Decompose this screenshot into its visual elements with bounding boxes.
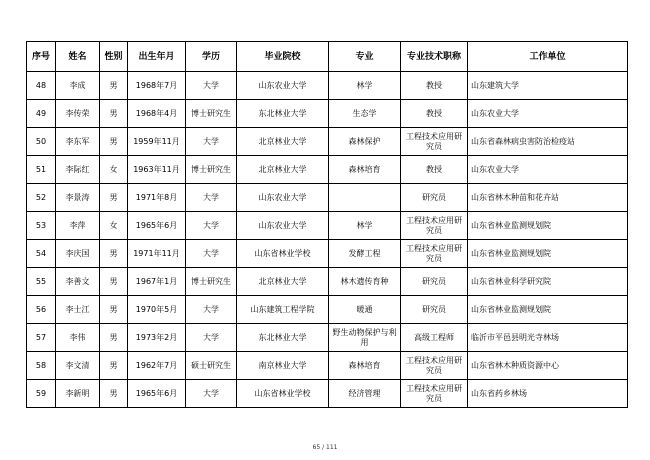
- cell-unit: 山东省林业监测规划院: [468, 212, 628, 240]
- cell-name: 李际红: [56, 156, 100, 184]
- table-row: [27, 240, 628, 268]
- cell-birth: 1963年11月: [128, 156, 186, 184]
- cell-major: 森林保护: [329, 128, 401, 156]
- cell-school: 北京林业大学: [237, 128, 329, 156]
- header-title: 专业技术职称: [401, 42, 468, 72]
- cell-title: 研究员: [401, 268, 468, 296]
- cell-education: 大学: [186, 128, 237, 156]
- cell-unit: 山东省林木种苗和花卉站: [468, 184, 628, 212]
- cell-unit: 山东建筑大学: [468, 72, 628, 100]
- table-row: [27, 324, 628, 352]
- cell-title: 工程技术应用研究员: [401, 240, 468, 268]
- cell-birth: 1971年8月: [128, 184, 186, 212]
- cell-gender: 男: [100, 268, 128, 296]
- header-name: 姓名: [56, 42, 100, 72]
- cell-name: 李士江: [56, 296, 100, 324]
- table-row: [27, 380, 628, 408]
- cell-education: 博士研究生: [186, 100, 237, 128]
- cell-name: 李东军: [56, 128, 100, 156]
- table-row: [27, 184, 628, 212]
- cell-unit: 临沂市平邑县明光寺林场: [468, 324, 628, 352]
- header-education: 学历: [186, 42, 237, 72]
- cell-title: 研究员: [401, 184, 468, 212]
- cell-school: 山东农业大学: [237, 212, 329, 240]
- cell-gender: 男: [100, 128, 128, 156]
- cell-gender: 男: [100, 240, 128, 268]
- cell-index: 51: [27, 156, 56, 184]
- cell-gender: 男: [100, 296, 128, 324]
- cell-title: 高级工程师: [401, 324, 468, 352]
- cell-birth: 1965年6月: [128, 212, 186, 240]
- cell-school: 山东省林业学校: [237, 240, 329, 268]
- table-row: [27, 156, 628, 184]
- table-row: [27, 212, 628, 240]
- table-row: [27, 72, 628, 100]
- cell-birth: 1971年11月: [128, 240, 186, 268]
- cell-index: 49: [27, 100, 56, 128]
- cell-index: 56: [27, 296, 56, 324]
- cell-index: 55: [27, 268, 56, 296]
- cell-major: 林木遗传育种: [329, 268, 401, 296]
- cell-major: 森林培育: [329, 156, 401, 184]
- cell-major: 发酵工程: [329, 240, 401, 268]
- cell-major: 林学: [329, 212, 401, 240]
- cell-education: 大学: [186, 212, 237, 240]
- cell-major: 野生动物保护与利用: [329, 324, 401, 352]
- cell-index: 59: [27, 380, 56, 408]
- table-header-row: [27, 42, 628, 72]
- cell-education: 大学: [186, 324, 237, 352]
- cell-education: 博士研究生: [186, 268, 237, 296]
- cell-unit: 山东农业大学: [468, 156, 628, 184]
- cell-education: 大学: [186, 296, 237, 324]
- cell-title: 工程技术应用研究员: [401, 128, 468, 156]
- cell-gender: 男: [100, 184, 128, 212]
- cell-name: 李新明: [56, 380, 100, 408]
- cell-gender: 女: [100, 212, 128, 240]
- cell-birth: 1968年4月: [128, 100, 186, 128]
- cell-name: 李传荣: [56, 100, 100, 128]
- cell-school: 北京林业大学: [237, 268, 329, 296]
- table-row: [27, 268, 628, 296]
- header-major: 专业: [329, 42, 401, 72]
- cell-school: 山东农业大学: [237, 184, 329, 212]
- cell-unit: 山东省林木种质资源中心: [468, 352, 628, 380]
- cell-gender: 女: [100, 156, 128, 184]
- cell-index: 52: [27, 184, 56, 212]
- cell-gender: 男: [100, 352, 128, 380]
- header-unit: 工作单位: [468, 42, 628, 72]
- cell-name: 李善文: [56, 268, 100, 296]
- cell-school: 山东省林业学校: [237, 380, 329, 408]
- cell-name: 李景涛: [56, 184, 100, 212]
- cell-index: 53: [27, 212, 56, 240]
- cell-name: 李庆国: [56, 240, 100, 268]
- cell-education: 博士研究生: [186, 156, 237, 184]
- cell-school: 山东农业大学: [237, 72, 329, 100]
- cell-major: 暖通: [329, 296, 401, 324]
- page-number: 65 / 111: [312, 444, 338, 451]
- cell-name: 李萍: [56, 212, 100, 240]
- cell-school: 山东建筑工程学院: [237, 296, 329, 324]
- cell-birth: 1973年2月: [128, 324, 186, 352]
- header-school: 毕业院校: [237, 42, 329, 72]
- cell-education: 大学: [186, 240, 237, 268]
- cell-birth: 1962年7月: [128, 352, 186, 380]
- cell-major: 生态学: [329, 100, 401, 128]
- cell-gender: 男: [100, 72, 128, 100]
- cell-birth: 1968年7月: [128, 72, 186, 100]
- cell-school: 东北林业大学: [237, 100, 329, 128]
- header-gender: 性别: [100, 42, 128, 72]
- header-birth: 出生年月: [128, 42, 186, 72]
- cell-school: 南京林业大学: [237, 352, 329, 380]
- cell-major: 林学: [329, 72, 401, 100]
- cell-unit: 山东省林业监测规划院: [468, 296, 628, 324]
- cell-title: 研究员: [401, 296, 468, 324]
- cell-title: 教授: [401, 72, 468, 100]
- cell-school: 北京林业大学: [237, 156, 329, 184]
- cell-unit: 山东省药乡林场: [468, 380, 628, 408]
- cell-index: 50: [27, 128, 56, 156]
- cell-index: 48: [27, 72, 56, 100]
- cell-index: 58: [27, 352, 56, 380]
- cell-title: 教授: [401, 100, 468, 128]
- cell-education: 硕士研究生: [186, 352, 237, 380]
- cell-birth: 1965年6月: [128, 380, 186, 408]
- cell-title: 工程技术应用研究员: [401, 380, 468, 408]
- cell-unit: 山东省林业监测规划院: [468, 240, 628, 268]
- cell-unit: 山东省森林病虫害防治检疫站: [468, 128, 628, 156]
- cell-index: 57: [27, 324, 56, 352]
- cell-unit: 山东省林业科学研究院: [468, 268, 628, 296]
- table-row: [27, 128, 628, 156]
- cell-major: [329, 184, 401, 212]
- cell-index: 54: [27, 240, 56, 268]
- header-index: 序号: [27, 42, 56, 72]
- table-row: [27, 100, 628, 128]
- cell-gender: 男: [100, 324, 128, 352]
- cell-birth: 1967年1月: [128, 268, 186, 296]
- cell-birth: 1970年5月: [128, 296, 186, 324]
- cell-education: 大学: [186, 72, 237, 100]
- cell-major: 森林培育: [329, 352, 401, 380]
- cell-major: 经济管理: [329, 380, 401, 408]
- cell-name: 李成: [56, 72, 100, 100]
- cell-education: 大学: [186, 184, 237, 212]
- cell-birth: 1959年11月: [128, 128, 186, 156]
- cell-name: 李伟: [56, 324, 100, 352]
- table-row: [27, 296, 628, 324]
- cell-gender: 男: [100, 100, 128, 128]
- cell-name: 李文清: [56, 352, 100, 380]
- cell-gender: 男: [100, 380, 128, 408]
- cell-title: 工程技术应用研究员: [401, 352, 468, 380]
- cell-unit: 山东农业大学: [468, 100, 628, 128]
- personnel-table: [26, 41, 628, 408]
- cell-title: 工程技术应用研究员: [401, 212, 468, 240]
- cell-education: 大学: [186, 380, 237, 408]
- table-row: [27, 352, 628, 380]
- cell-school: 东北林业大学: [237, 324, 329, 352]
- cell-title: 教授: [401, 156, 468, 184]
